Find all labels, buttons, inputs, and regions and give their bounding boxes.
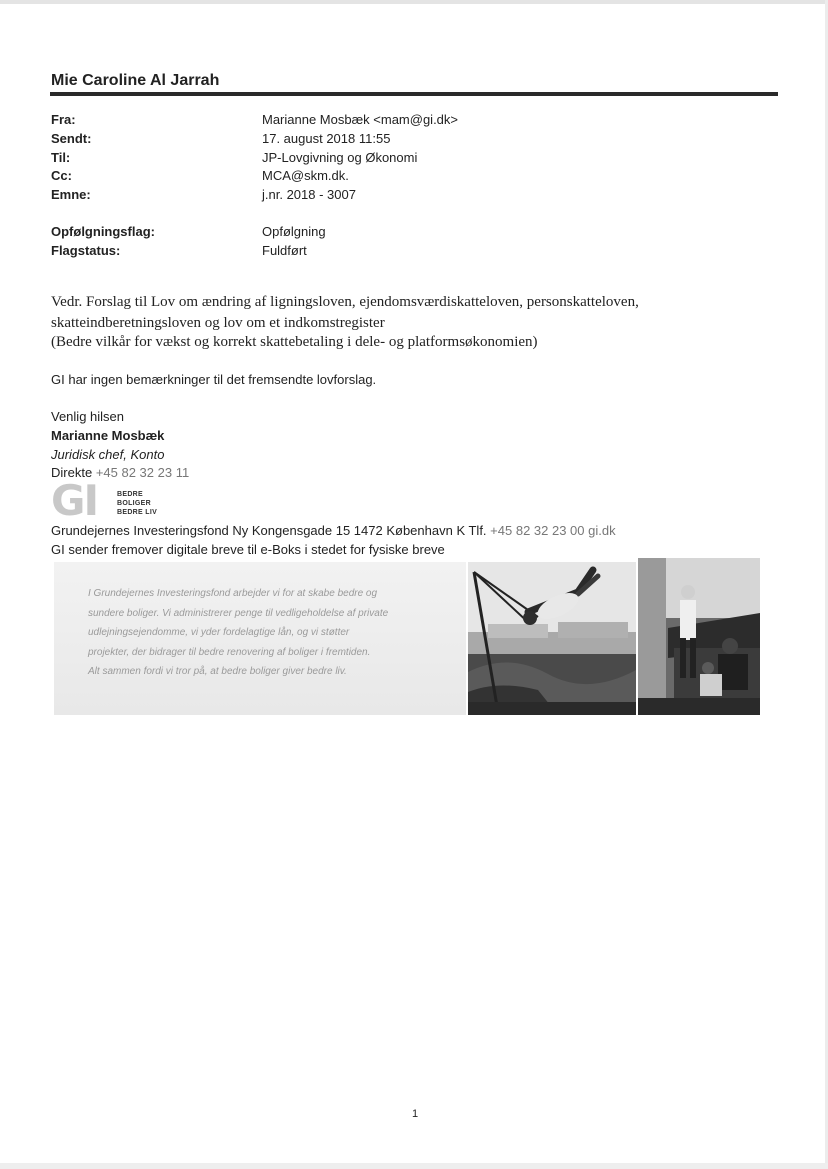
mailbox-owner: Mie Caroline Al Jarrah	[51, 72, 220, 89]
to-value: JP-Lovgivning og Økonomi	[262, 150, 418, 165]
body-subject-line-3: (Bedre vilkår for vækst og korrekt skattebetaling i dele- og platformsøkonomien)	[51, 334, 538, 350]
sent-label: Sendt:	[51, 131, 92, 146]
gi-logo-mark: GI	[51, 476, 98, 525]
followup-flag-label: Opfølgningsflag:	[51, 224, 155, 239]
from-label: Fra:	[51, 112, 76, 127]
banner-line: udlejningsejendomme, vi yder fordelagtige lån, og vi støtter	[88, 627, 350, 638]
family-photo	[638, 558, 760, 715]
family-photo-illustration	[638, 558, 760, 715]
swing-photo-illustration	[468, 562, 636, 715]
to-label: Til:	[51, 150, 71, 165]
company-phone-link[interactable]: +45 82 32 23 00	[490, 523, 585, 538]
company-address: Grundejernes Investeringsfond Ny Kongensgade 15 1472 København K Tlf.	[51, 523, 487, 538]
signature-name: Marianne Mosbæk	[51, 428, 165, 443]
banner-text	[88, 584, 448, 682]
logo-tagline-2: BOLIGER	[117, 500, 151, 507]
page-number: 1	[412, 1108, 419, 1120]
eboks-note: GI sender fremover digitale breve til e-Boks i stedet for fysiske breve	[51, 542, 445, 557]
cc-label: Cc:	[51, 168, 72, 183]
scan-edge-top	[0, 0, 828, 4]
banner-line: projekter, der bidrager til bedre renovering af boliger i fremtiden.	[88, 646, 371, 658]
subject-label: Emne:	[51, 187, 91, 202]
followup-flag-value: Opfølgning	[262, 224, 326, 239]
flag-status-value: Fuldført	[262, 243, 307, 258]
gi-logo	[51, 476, 171, 525]
logo-tagline-3: BEDRE LIV	[117, 509, 158, 516]
body-statement: GI har ingen bemærkninger til det fremsendte lovforslag.	[51, 372, 377, 387]
body-subject-line-2: skatteindberetningsloven og lov om et indkomstregister	[51, 315, 385, 331]
banner-line: Alt sammen fordi vi tror på, at bedre boliger giver bedre liv.	[88, 666, 347, 677]
flag-status-label: Flagstatus:	[51, 243, 121, 258]
from-value: Marianne Mosbæk <mam@gi.dk>	[262, 112, 458, 127]
scan-edge-bottom	[0, 1163, 828, 1169]
direct-phone-link[interactable]: +45 82 32 23 11	[95, 465, 190, 480]
company-address-line	[51, 523, 616, 538]
subject-value: j.nr. 2018 - 3007	[262, 187, 356, 202]
direct-label: Direkte	[51, 465, 93, 480]
logo-tagline-1: BEDRE	[117, 491, 144, 498]
header-divider	[50, 92, 778, 96]
banner-line: I Grundejernes Investeringsfond arbejder vi for at skabe bedre og	[88, 588, 378, 599]
signature-banner	[54, 562, 466, 715]
swing-photo	[468, 562, 636, 715]
company-web-link[interactable]: gi.dk	[588, 523, 616, 538]
banner-line: sundere boliger. Vi administrerer penge til vedligeholdelse af private	[88, 607, 389, 619]
signature-title: Juridisk chef, Konto	[51, 447, 165, 462]
cc-value: MCA@skm.dk.	[262, 168, 349, 183]
signature-greeting: Venlig hilsen	[51, 409, 124, 424]
sent-value: 17. august 2018 11:55	[262, 131, 391, 146]
body-subject-line-1: Vedr. Forslag til Lov om ændring af ligningsloven, ejendomsværdiskatteloven, personskatteloven,	[51, 294, 639, 310]
